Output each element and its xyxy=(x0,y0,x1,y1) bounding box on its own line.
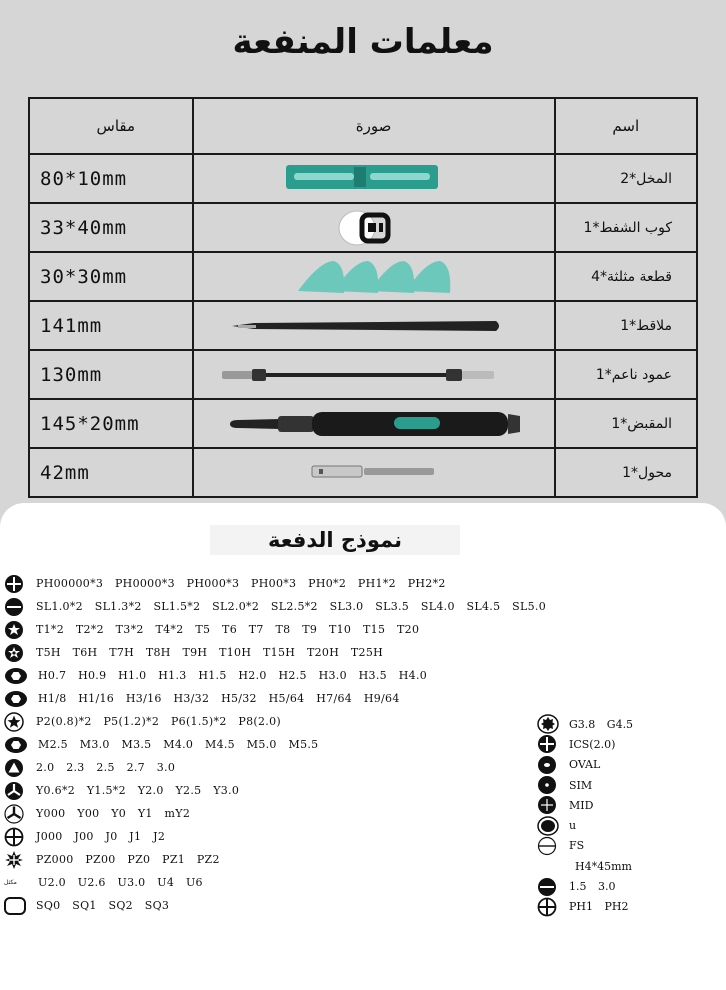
u-tip-icon: مكثل xyxy=(4,879,17,886)
hex-icon xyxy=(4,736,32,754)
handle-image xyxy=(194,402,554,446)
size-cell: 42mm xyxy=(29,448,193,497)
name-cell: ملاقط*1 xyxy=(555,301,697,350)
tweezers-image xyxy=(194,304,554,348)
torx-security-icon xyxy=(4,644,26,662)
list-item: 1.5 3.0 xyxy=(537,876,633,896)
size-cell: 141mm xyxy=(29,301,193,350)
hex-icon xyxy=(4,667,32,685)
table-row xyxy=(29,399,697,448)
flexible-shaft-image xyxy=(194,353,554,397)
mid-tip-icon xyxy=(537,796,559,814)
suction-cup-image xyxy=(194,206,554,250)
list-item: 2.0 2.3 2.5 2.7 3.0 xyxy=(4,756,546,779)
list-item: Y0.6*2 Y1.5*2 Y2.0 Y2.5 Y3.0 xyxy=(4,779,546,802)
list-item: G3.8 G4.5 xyxy=(537,714,633,734)
sim-tip-icon xyxy=(537,776,559,794)
name-cell: المقبض*1 xyxy=(555,399,697,448)
list-item: ICS(2.0) xyxy=(537,734,633,754)
table-row xyxy=(29,154,697,203)
list-item: SIM xyxy=(537,775,633,795)
list-item: u xyxy=(537,815,633,835)
table-row xyxy=(29,350,697,399)
table-header-row xyxy=(29,98,697,154)
torx-star-icon xyxy=(4,621,26,639)
oval-tip-icon xyxy=(537,756,559,774)
header-size: مقاس xyxy=(29,98,193,154)
phillips-cross-icon xyxy=(537,898,559,916)
page-title: معلمات المنفعة xyxy=(232,22,494,62)
list-item: J000 J00 J0 J1 J2 xyxy=(4,825,546,848)
list-item: SQ0 SQ1 SQ2 SQ3 xyxy=(4,894,546,917)
spec-table xyxy=(28,97,698,498)
bits-list-right xyxy=(537,714,633,917)
name-cell: كوب الشفط*1 xyxy=(555,203,697,252)
hex-icon xyxy=(4,690,32,708)
name-cell: قطعة مثلثة*4 xyxy=(555,252,697,301)
phillips-cross-icon xyxy=(4,575,26,593)
name-cell: المخل*2 xyxy=(555,154,697,203)
gear-tip-icon xyxy=(537,715,559,733)
list-item: T1*2 T2*2 T3*2 T4*2 T5 T6 T7 T8 T9 T10 T15 T20 xyxy=(4,618,546,641)
size-cell: 130mm xyxy=(29,350,193,399)
list-item: FS xyxy=(537,836,633,856)
header-name: اسم xyxy=(555,98,697,154)
pozidriv-icon xyxy=(4,851,26,869)
list-item: Y000 Y00 Y0 Y1 mY2 xyxy=(4,802,546,825)
list-item: MID xyxy=(537,795,633,815)
list-item: H0.7 H0.9 H1.0 H1.3 H1.5 H2.0 H2.5 H3.0 H3.5 H4.0 xyxy=(4,664,546,687)
triangle-picks-image xyxy=(194,255,554,299)
triangle-icon xyxy=(4,759,26,777)
slotted-minus-icon xyxy=(4,598,26,616)
fs-tip-icon xyxy=(537,837,559,855)
table-row xyxy=(29,301,697,350)
list-item: P2(0.8)*2 P5(1.2)*2 P6(1.5)*2 P8(2.0) xyxy=(4,710,546,733)
header-image: صورة xyxy=(193,98,555,154)
batch-title: نموذج الدفعة xyxy=(210,525,460,555)
list-item: PH00000*3 PH0000*3 PH000*3 PH00*3 PH0*2 PH1*2 PH2*2 xyxy=(4,572,546,595)
tri-wing-icon xyxy=(4,782,26,800)
phillips-cross-icon xyxy=(4,828,26,846)
y-tip-icon xyxy=(4,805,26,823)
list-item: مكثل U2.0 U2.6 U3.0 U4 U6 xyxy=(4,871,546,894)
pentalobe-icon xyxy=(4,713,26,731)
table-row xyxy=(29,203,697,252)
size-cell: 80*10mm xyxy=(29,154,193,203)
size-cell: 145*20mm xyxy=(29,399,193,448)
list-item: H4*45mm xyxy=(575,859,632,873)
list-item: H1/8 H1/16 H3/16 H3/32 H5/32 H5/64 H7/64 H9/64 xyxy=(4,687,546,710)
square-icon xyxy=(4,897,26,915)
pry-bar-image xyxy=(194,157,554,201)
name-cell: محول*1 xyxy=(555,448,697,497)
table-row xyxy=(29,448,697,497)
list-item: SL1.0*2 SL1.3*2 SL1.5*2 SL2.0*2 SL2.5*2 SL3.0 SL3.5 SL4.0 SL4.5 SL5.0 xyxy=(4,595,546,618)
slotted-minus-icon xyxy=(537,878,559,896)
list-item: M2.5 M3.0 M3.5 M4.0 M4.5 M5.0 M5.5 xyxy=(4,733,546,756)
size-cell: 30*30mm xyxy=(29,252,193,301)
bits-list-left xyxy=(4,572,546,917)
u-ring-icon xyxy=(537,817,559,835)
size-cell: 33*40mm xyxy=(29,203,193,252)
list-item: T5H T6H T7H T8H T9H T10H T15H T20H T25H xyxy=(4,641,546,664)
name-cell: عمود ناعم*1 xyxy=(555,350,697,399)
list-item: OVAL xyxy=(537,755,633,775)
list-item: PZ000 PZ00 PZ0 PZ1 PZ2 xyxy=(4,848,546,871)
adapter-image xyxy=(194,451,554,495)
list-item: PH1 PH2 xyxy=(537,897,633,917)
phillips-cross-icon xyxy=(537,735,559,753)
table-row xyxy=(29,252,697,301)
